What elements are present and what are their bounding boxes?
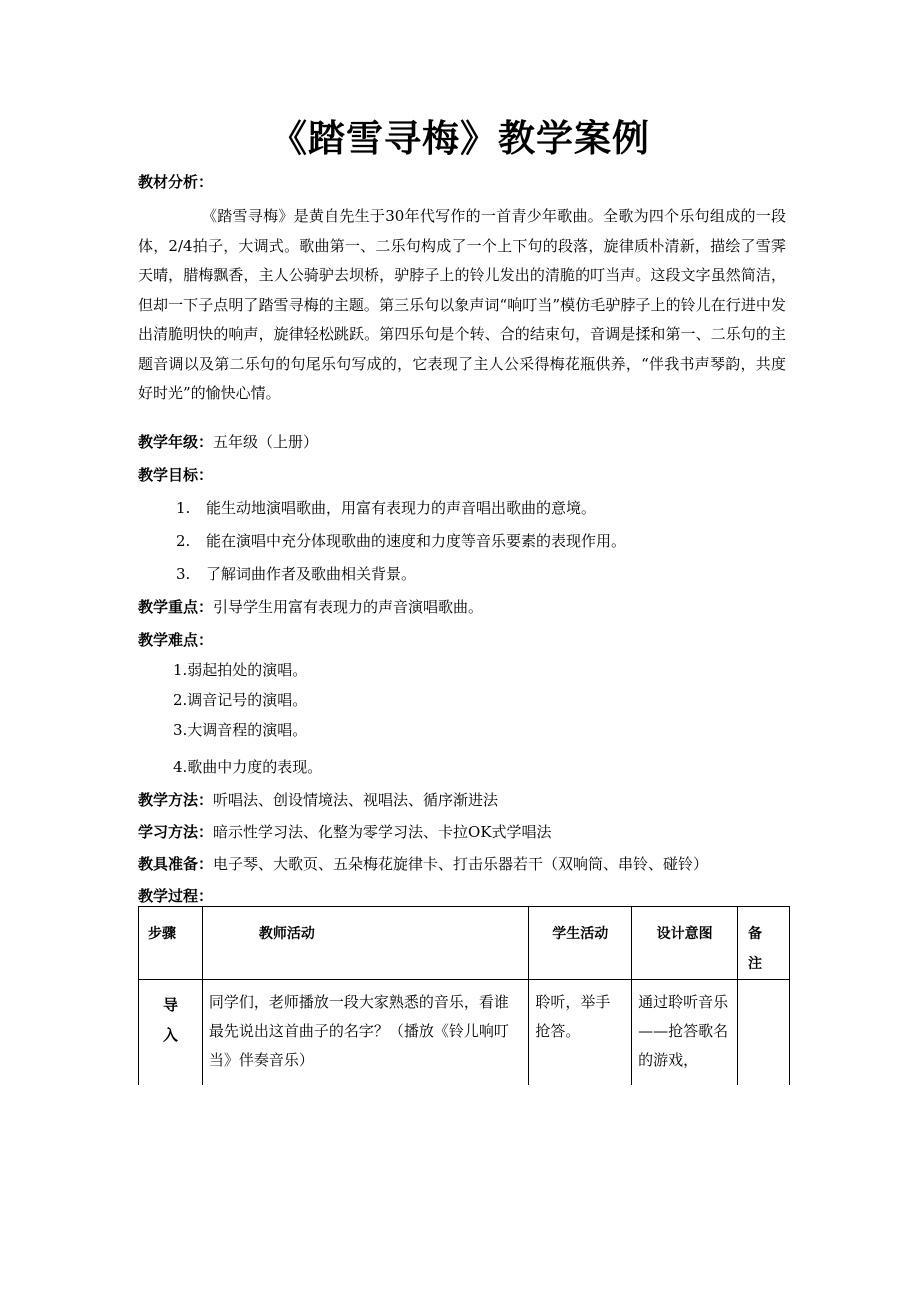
row-note [738, 980, 790, 1086]
row-design-intent: 通过聆听音乐——抢答歌名的游戏， [632, 980, 738, 1086]
grade-label: 教学年级： [138, 433, 214, 451]
teaching-methods-value: 听唱法、创设情境法、视唱法、循序渐进法 [213, 791, 499, 809]
table-row [139, 980, 790, 1086]
difficulties-label: 教学难点： [138, 631, 214, 649]
goal-text: 能生动地演唱歌曲，用富有表现力的声音唱出歌曲的意境。 [206, 499, 597, 517]
teaching-methods-line [138, 790, 498, 810]
table-header-row [139, 907, 790, 980]
row-student-activity: 聆听，举手抢答。 [529, 980, 632, 1086]
key-point-value: 引导学生用富有表现力的声音演唱歌曲。 [213, 598, 484, 616]
header-student-activity: 学生活动 [529, 907, 632, 980]
materials-label: 教具准备： [138, 855, 214, 873]
materials-value: 电子琴、大歌页、五朵梅花旋律卡、打击乐器若干（双响筒、串铃、碰铃） [213, 855, 709, 873]
goal-text: 了解词曲作者及歌曲相关背景。 [206, 565, 417, 583]
key-point-label: 教学重点： [138, 598, 214, 616]
difficulty-item: 3.大调音程的演唱。 [173, 721, 308, 739]
difficulty-item: 2.调音记号的演唱。 [173, 691, 308, 709]
analysis-heading [138, 172, 213, 192]
process-heading [138, 886, 213, 906]
analysis-label: 教材分析： [138, 173, 214, 191]
analysis-paragraph: 《踏雪寻梅》是黄自先生于30年代写作的一首青少年歌曲。全歌为四个乐句组成的一段体，2/4拍子，大调式。歌曲第一、二乐句构成了一个上下句的段落，旋律质朴清新，描绘了雪霁天晴，腊梅飘香，主人公骑驴去坝桥，驴脖子上的铃儿发出的清脆的叮当声。这段文字虽然简洁，但却一下子点明了踏雪寻梅的主题。第三乐句以象声词“响叮当”模仿毛驴脖子上的铃儿在行进中发出清脆明快的响声，旋律轻松跳跃。第四乐句是个转、合的结束句，音调是揉和第一、二乐句的主题音调以及第二乐句的句尾乐句写成的，它表现了主人公采得梅花瓶供养，“伴我书声琴韵，共度好时光”的愉快心情。 [138, 207, 786, 402]
process-label: 教学过程： [138, 887, 214, 905]
row-teacher-activity: 同学们，老师播放一段大家熟悉的音乐，看谁最先说出这首曲子的名字？（播放《铃儿响叮当》伴奏音乐） [202, 980, 528, 1086]
goal-item [176, 498, 596, 518]
grade-value: 五年级（上册） [213, 433, 319, 451]
document-title: 《踏雪寻梅》教学案例 [270, 117, 650, 160]
header-teacher-activity: 教师活动 [202, 907, 528, 980]
grade-line [138, 432, 318, 452]
goals-heading [138, 465, 213, 485]
header-note: 备注 [738, 907, 790, 980]
goal-text: 能在演唱中充分体现歌曲的速度和力度等音乐要素的表现作用。 [206, 532, 627, 550]
header-design-intent: 设计意图 [632, 907, 738, 980]
difficulties-heading [138, 630, 213, 650]
difficulty-item: 4.歌曲中力度的表现。 [173, 758, 323, 776]
goal-number: 2. [176, 532, 191, 550]
header-step: 步骤 [139, 907, 203, 980]
process-table [138, 906, 790, 1085]
goals-label: 教学目标： [138, 466, 214, 484]
difficulty-item: 1.弱起拍处的演唱。 [173, 661, 308, 679]
goal-item [176, 531, 626, 551]
learning-methods-line [138, 822, 552, 842]
learning-methods-label: 学习方法： [138, 823, 214, 841]
key-point-line [138, 597, 483, 617]
goal-item [176, 564, 416, 584]
learning-methods-value: 暗示性学习法、化整为零学习法、卡拉OK式学唱法 [213, 823, 552, 841]
teaching-methods-label: 教学方法： [138, 791, 214, 809]
materials-line [138, 854, 708, 874]
goal-number: 3. [176, 565, 191, 583]
row-step: 导入 [139, 980, 203, 1086]
goal-number: 1. [176, 499, 191, 517]
